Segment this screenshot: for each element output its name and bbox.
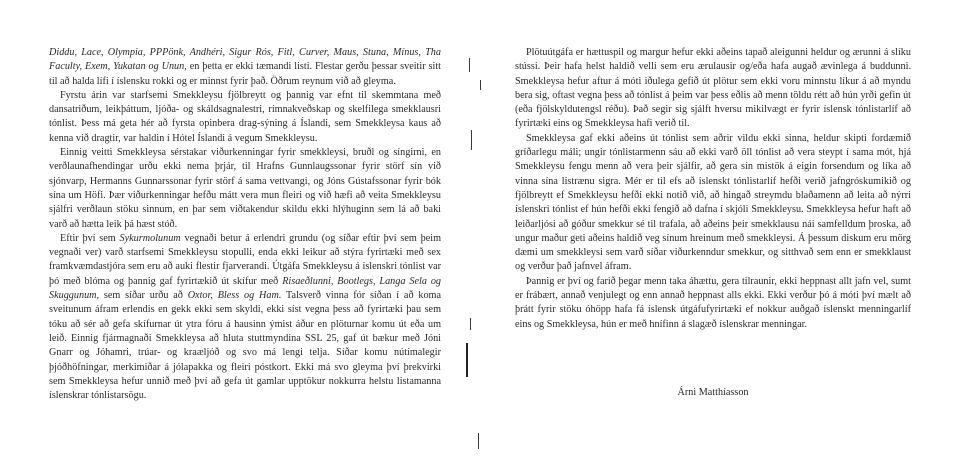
paragraph: Smekkleysa gaf ekki aðeins út tónlist sem aðrir vildu ekki sinna, heldur skipti fordæmið gríðarlegu máli; ungir tónlistarmenn sáu að ekki varð öll tónlist að vera steypt í sama mót, hjá Smekkleysu fengu menn að vera þeir sjálfir, að gera sín mistök á eigin forsendum og líka að vinna sína listrænu sigra. Mér er til efs að íslenskt tónlistarlíf hefði verið jafngróskumikið og fjölbreytt ef Smekkleysu hefði ekki notið við, að hingað streymdu blaðamenn að leita að nýrri íslenskri tónlist ef hún hefði ekki fengið að dafna í skjóli Smekkleysu. Smekkleysa hefur haft að leiðarljósi að góður smekkur sé til trafala, að aðeins þeir smekklausu nái samfelldum þroska, að ungur maður geti aðeins haldið veg sínum hreinum með smekkleysi. Á þessum diskum eru mörg dæmi um smekkleysi sem varð síðar viðurkenndur smekkur, og sitthvað sem enn er smekklaust og verður það jafnvel áfram. — [515, 132, 911, 273]
paragraph: Einnig veitti Smekkleysa sérstakar viðurkenningar fyrir smekkleysi, bruðl og síngirni, en verðlaunafhendingar urðu ekki nema þrjár, til Hrafns Gunnlaugssonar fyrir störf sín við sjónvarp, Hermanns Gunnarssonar fyrir störf á sama vettvangi, og Jóns Gústafssonar fyrir bók sína um Höfi. Þær viðurkenningar hefðu mátt vera mun fleiri og við hæfi að veita Smekkleysu sjálfri verðlaun stöku sinnum, en þar sem viðtakendur skildu ekki hlýhuginn sem lá að baki varð að hætta leik þá hæst stóð. — [49, 147, 441, 230]
band-names: Risaeðlunni, Bootlegs, Langa Sela og Skuggunum, — [49, 275, 442, 302]
scan-edge-mark — [469, 58, 470, 72]
paragraph — [49, 232, 441, 404]
paragraph — [49, 46, 441, 89]
band-list: Diddu, Lace, Olympia, PPPönk, Andhéri, Sigur Rós, Fitl, Curver, Maus, Stuna, Mínus, Tha Faculty, Exem, Yukatan og Unun, — [49, 47, 441, 73]
paragraph: Fyrstu árin var starfsemi Smekkleysu fjölbreytt og þannig var efnt til skemmtana með dansatriðum, leikþáttum, ljóða- og skáldsagnalestri, rímnakveðskap og skelfilega smekklausri tónlist. Þess má geta hér að fyrsta opinbera drag-sýning á Íslandi, sem Smekkleysa kaus að kenna við dragtir, var haldin í Hótel Íslandi á vegum Smekkleysu. — [49, 89, 441, 144]
left-text-column — [49, 46, 441, 403]
right-text-column — [515, 46, 911, 332]
scan-edge-mark — [466, 343, 468, 377]
band-name: Sykurmolunum — [119, 232, 181, 244]
scan-edge-mark — [480, 80, 481, 90]
paragraph: Þannig er því og farið þegar menn taka áhættu, gera tilraunir, ekki heppnast allt jafn vel, sumt er frábært, annað venjulegt og enn annað heppnast alls ekki. Ekki verður þó á móti því mælt að þrátt fyrir stöku óhöpp hafa fá íslensk útgáfufyrirtæki ef nokkur auðgað íslenskt menningarlíf eins og Smekkleysa, hún er með hnífinn á slagæð íslenskrar menningar. — [515, 275, 911, 330]
paragraph-text: sem síðar urðu að — [99, 290, 188, 302]
scan-edge-mark — [470, 318, 471, 330]
scan-edge-mark — [478, 433, 479, 449]
band-names: Oxtor, Bless og Ham. — [187, 290, 282, 302]
signature: Árni Matthíasson — [677, 387, 749, 398]
paragraph-text: Eftir því sem — [60, 232, 120, 244]
paragraph-text: vegnaði betur á erlendri grundu (og síðar eftir því sem þeim vegnaði ver) varð starfsemi Smekkleysu stopulli, enda ekki leikur að stýra fyrirtæki með sex framkvæmdastjóra sem eru að auki flestir fjarverandi. Útgáfa Smekkleysu á íslenskri tónlist var þó með blóma og þannig gaf fyrirtækið út skífur með — [49, 232, 441, 287]
paragraph-text: en þetta er ekki tæmandi listi. Flestar gerðu þessar sveitir sitt til að halda lífi í íslensku rokki og er minnst fyrir það. Öðrum reynum við að gleyma. — [49, 61, 441, 87]
right-page — [478, 0, 956, 468]
scan-edge-mark — [471, 130, 472, 150]
paragraph: Plötuútgáfa er hættuspil og margur hefur ekki aðeins tapað aleigunni heldur og ærunni á slíku stússi. Þeir hafa helst haldið velli sem eru ærulausir og/eða hafa augað ævinlega á buddunni. Smekkleysa hefur aftur á móti iðulega gefið út plötur sem ekki voru minnstu líkur á að myndu bera sig, oftast vegna þess að tónlist á þeim var þess eðlis að menn töldu rétt að hún yrði gefin út (eða fjölskyldutengsl réðu). Það segir sig sjálft hversu mikilvægt er fyrir íslensk tónlistarlíf að fyrirtæki eins og Smekkleysa hafi verið til. — [515, 47, 911, 130]
paragraph-text: Talsverð vinna fór síðan í að koma sveitunum áfram erlendis en gekk ekki sem skyldi, ekki síst vegna þess að fyrirtæki þau sem tóku að sér að gefa skífurnar út ytra fóru á hausinn ýmist áður en plöturnar komu út eða um leið. Einnig fjármagnaði Smekkleysa að hluta stuttmyndina SSL 25, gaf út bækur með Jóni Gnarr og Jóhamri, trúar- og kraæljóð og svo má lengi telja. Síðar komu nútímalegir þjóðhöfningar, merkimiðar á jólapakka og fleiri póstkort. Ekki má svo gleyma því þrekvirki sem Smekkleysa hefur unnið með því að gefa út gamlar upptökur nokkurra helstu listamanna íslenskrar tónlistarsögu. — [49, 290, 441, 402]
